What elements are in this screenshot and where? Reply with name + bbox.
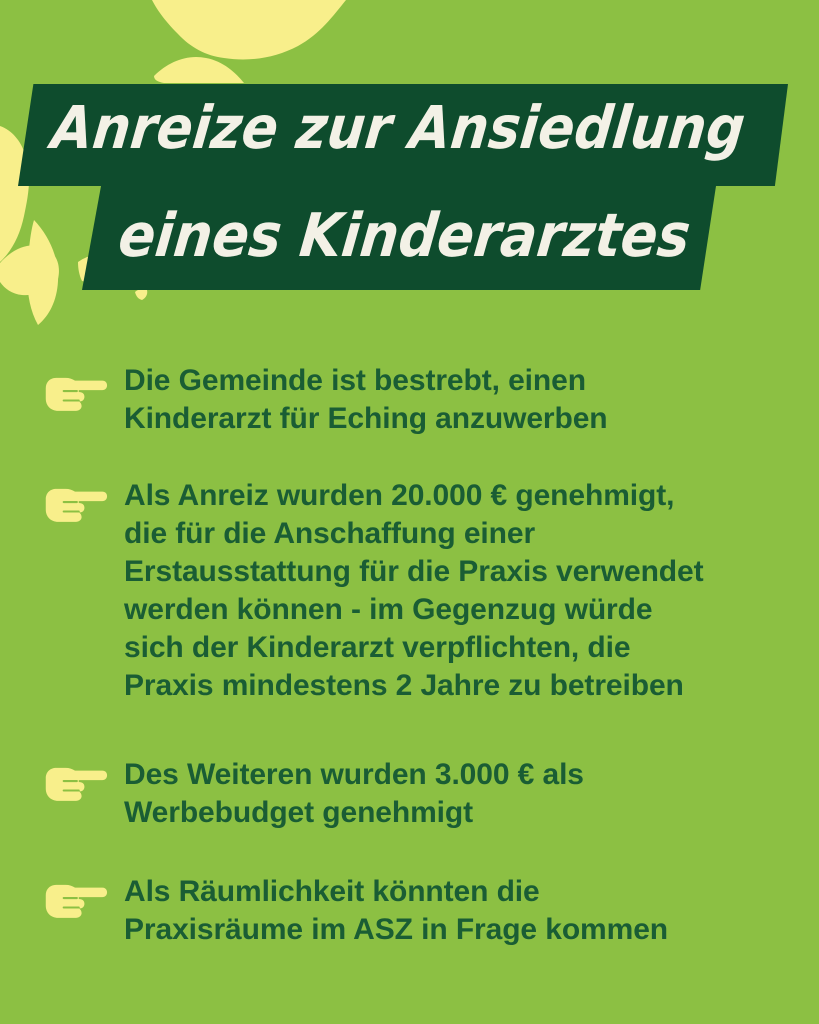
bullet-line: die für die Anschaffung einer (124, 517, 536, 550)
bullet-line: Werbebudget genehmigt (124, 796, 474, 829)
bullet-line: Praxis mindestens 2 Jahre zu betreiben (124, 669, 684, 702)
bullet-line: Als Anreiz wurden 20.000 € genehmigt, (124, 479, 675, 512)
bullet-line: Des Weiteren wurden 3.000 € als (124, 758, 584, 791)
bullet-line: sich der Kinderarzt verpflichten, die (124, 631, 631, 664)
bullet-text (124, 756, 584, 832)
pointing-hand-icon (42, 370, 108, 414)
page-title-line-1: Anreize zur Ansiedlung (48, 93, 749, 162)
bullet-line: Als Räumlichkeit könnten die (124, 875, 540, 908)
page-title-line-2: eines Kinderarztes (115, 201, 694, 271)
pointing-hand-icon (42, 877, 108, 921)
bullet-line: werden können - im Gegenzug würde (124, 593, 653, 626)
bullet-line: Praxisräume im ASZ in Frage kommen (124, 913, 669, 946)
bullet-line: Kinderarzt für Eching anzuwerben (124, 402, 608, 435)
pointing-hand-icon (42, 760, 108, 804)
bullet-text (124, 873, 668, 949)
bullet-line: Erstausstattung für die Praxis verwendet (124, 555, 704, 588)
bullet-text (124, 477, 704, 705)
pointing-hand-icon (42, 481, 108, 525)
bullet-line: Die Gemeinde ist bestrebt, einen (124, 364, 586, 397)
bullet-text (124, 362, 608, 438)
